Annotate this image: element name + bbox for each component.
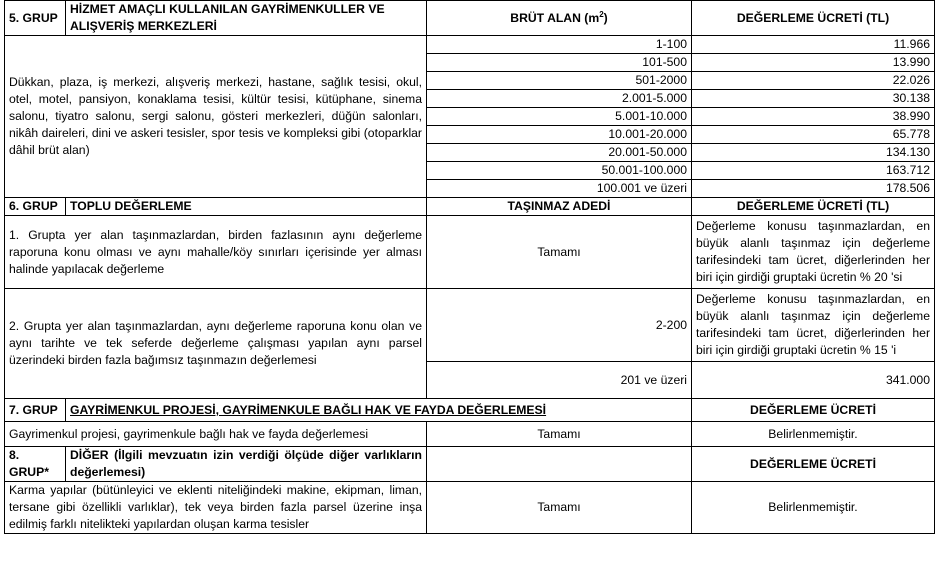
- group6-item1-row: [5, 216, 935, 289]
- group8-header-row: [5, 447, 935, 482]
- group5-area-cell: 20.001-50.000: [427, 144, 692, 162]
- group6-item2-count-b: 201 ve üzeri: [427, 362, 692, 399]
- group8-item-text: Karma yapılar (bütünleyici ve eklenti niteliğindeki makine, ekipman, liman, tersane gibi özellikli varlıklar), tek veya birden fazla parsel üzerine inşa edilmiş farklı nitelikteki yapılardan oluşan karma tesisler: [5, 482, 427, 534]
- group7-header-row: [5, 399, 935, 422]
- group5-area-cell: 50.001-100.000: [427, 162, 692, 180]
- group7-item-fee: Belirlenmemiştir.: [692, 422, 935, 447]
- group7-title: [66, 399, 692, 422]
- group7-item-text: Gayrimenkul projesi, gayrimenkule bağlı hak ve fayda değerlemesi: [5, 422, 427, 447]
- group5-area-cell: 1-100: [427, 36, 692, 54]
- group8-item-fee: Belirlenmemiştir.: [692, 482, 935, 534]
- group5-fee-cell: 65.778: [692, 126, 935, 144]
- group7-title-text: GAYRİMENKUL PROJESİ, GAYRİMENKULE BAĞLI HAK VE FAYDA DEĞERLEMESİ: [70, 402, 547, 417]
- group5-area-header: [427, 1, 692, 36]
- group5-area-cell: 2.001-5.000: [427, 90, 692, 108]
- group6-item2-fee-a: Değerleme konusu taşınmazlardan, en büyük alanlı taşınmaz için değerleme tarifesindeki tam ücret, diğerlerinden her biri için girdiği gruptaki ücretin % 15 'i: [692, 289, 935, 362]
- group8-title: DİĞER (İlgili mevzuatın izin verdiği ölçüde diğer varlıkların değerlemesi): [66, 447, 427, 482]
- group6-label: 6. GRUP: [5, 198, 66, 216]
- group5-row-1: [5, 36, 935, 54]
- area-header-sup: 2: [599, 9, 604, 19]
- group5-fee-cell: 178.506: [692, 180, 935, 198]
- group5-description: Dükkan, plaza, iş merkezi, alışveriş merkezi, hastane, sağlık tesisi, okul, otel, motel, pansiyon, konaklama tesisi, kültür tesisi, kütüphane, sinema salonu, tiyatro salonu, sergi salonu, gösteri merkezleri, düğün salonları, nikâh daireleri, dini ve askeri tesisler, spor tesis ve kompleksi gibi (otoparklar dâhil brüt alan): [5, 36, 427, 198]
- group6-item2-fee-b: 341.000: [692, 362, 935, 399]
- group5-area-cell: 5.001-10.000: [427, 108, 692, 126]
- group6-item2-count-a: 2-200: [427, 289, 692, 362]
- group6-header-row: [5, 198, 935, 216]
- group5-fee-cell: 11.966: [692, 36, 935, 54]
- group7-label: 7. GRUP: [5, 399, 66, 422]
- area-header-suffix: ): [603, 10, 608, 25]
- group8-label: 8. GRUP*: [5, 447, 66, 482]
- group7-item-count: Tamamı: [427, 422, 692, 447]
- group5-fee-header: DEĞERLEME ÜCRETİ (TL): [692, 1, 935, 36]
- group8-fee-header: DEĞERLEME ÜCRETİ: [692, 447, 935, 482]
- group7-item-row: [5, 422, 935, 447]
- group6-item2-text: 2. Grupta yer alan taşınmazlardan, aynı değerleme raporuna konu olan ve aynı tarihte ve tek seferde değerleme çalışması yapılan aynı parsel üzerindeki birden fazla bağımsız taşınmazın değerlemesi: [5, 289, 427, 399]
- group5-fee-cell: 22.026: [692, 72, 935, 90]
- group8-empty-cell: [427, 447, 692, 482]
- area-header-text: BRÜT ALAN (m: [510, 10, 600, 25]
- group5-area-cell: 10.001-20.000: [427, 126, 692, 144]
- group6-count-header: TAŞINMAZ ADEDİ: [427, 198, 692, 216]
- group5-fee-cell: 30.138: [692, 90, 935, 108]
- group5-fee-cell: 163.712: [692, 162, 935, 180]
- group5-header-row: [5, 1, 935, 36]
- group6-item1-fee: Değerleme konusu taşınmazlardan, en büyük alanlı taşınmaz için değerleme tarifesindeki tam ücret, diğerlerinden her biri için girdiği gruptaki ücretin % 20 'si: [692, 216, 935, 289]
- group6-title: TOPLU DEĞERLEME: [66, 198, 427, 216]
- group6-fee-header: DEĞERLEME ÜCRETİ (TL): [692, 198, 935, 216]
- valuation-fee-table: [4, 0, 935, 534]
- group8-item-row: [5, 482, 935, 534]
- group5-area-cell: 501-2000: [427, 72, 692, 90]
- group5-title: HİZMET AMAÇLI KULLANILAN GAYRİMENKULLER VE ALIŞVERİŞ MERKEZLERİ: [66, 1, 427, 36]
- group5-area-cell: 101-500: [427, 54, 692, 72]
- group6-item1-count: Tamamı: [427, 216, 692, 289]
- group6-item1-text: 1. Grupta yer alan taşınmazlardan, birden fazlasının aynı değerleme raporuna konu olması ve aynı mahalle/köy sınırları içerisinde yer alması halinde yapılacak değerleme: [5, 216, 427, 289]
- group5-label: 5. GRUP: [5, 1, 66, 36]
- group6-item2-row-a: [5, 289, 935, 362]
- group8-item-count: Tamamı: [427, 482, 692, 534]
- group7-fee-header: DEĞERLEME ÜCRETİ: [692, 399, 935, 422]
- group5-fee-cell: 134.130: [692, 144, 935, 162]
- group5-fee-cell: 38.990: [692, 108, 935, 126]
- group5-fee-cell: 13.990: [692, 54, 935, 72]
- group5-area-cell: 100.001 ve üzeri: [427, 180, 692, 198]
